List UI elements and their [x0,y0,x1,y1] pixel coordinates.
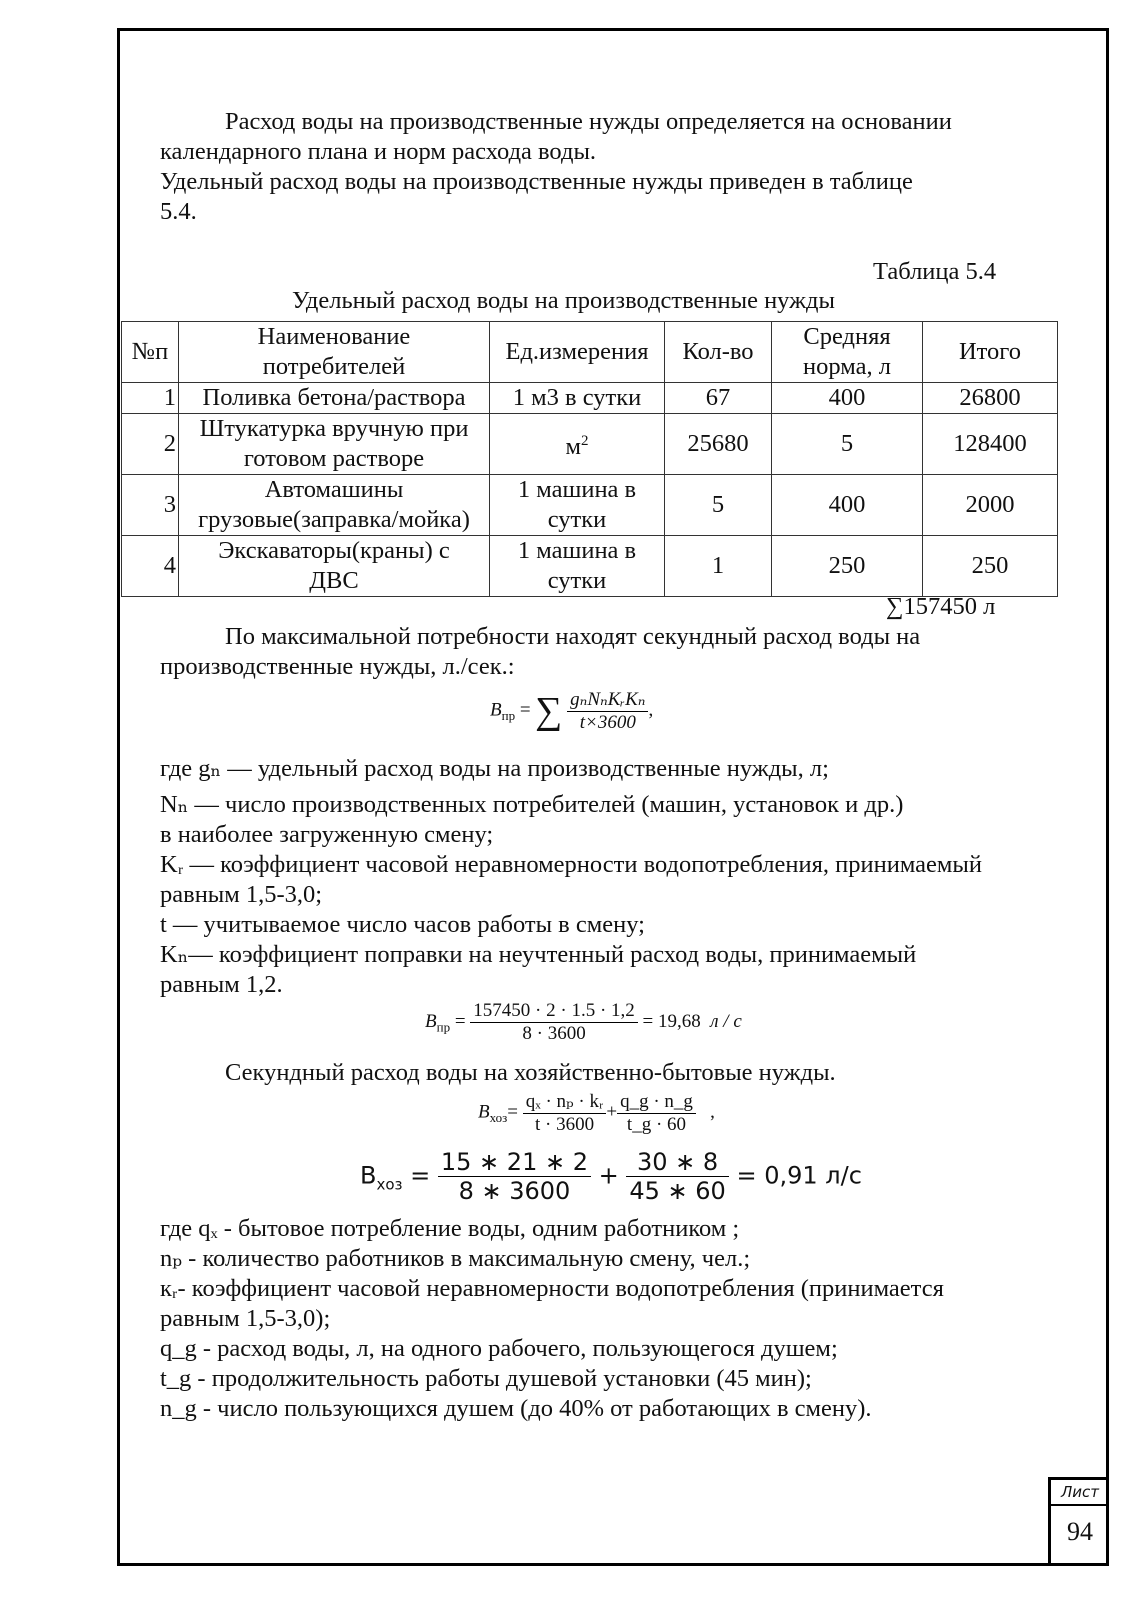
formula-result: = 0,91 л/с [736,1161,862,1190]
table-sum: ∑157450 л [886,593,996,620]
definition-line: кᵣ- коэффициент часовой неравномерности водопотребления (принимается [160,1275,944,1302]
header-name-line: Наименование [257,323,411,350]
cell-num: 4 [122,536,179,597]
fraction-numerator: q_g · n_g [617,1091,696,1114]
cell-unit [490,414,665,475]
definition-line: n_g - число пользующихся душем (до 40% от работающих в смену). [160,1395,872,1422]
sigma-symbol: ∑ [535,690,563,732]
cell-total: 2000 [923,475,1058,536]
table-label: Таблица 5.4 [873,258,997,285]
cell-norm: 400 [772,383,923,414]
cell-num: 2 [122,414,179,475]
cell-qty: 25680 [665,414,772,475]
cell-total: 128400 [923,414,1058,475]
formula-plus: + [598,1161,619,1190]
cell-unit-line: сутки [547,506,607,533]
definition-line: где qₓ - бытовое потребление воды, одним работником ; [160,1215,740,1242]
cell-norm: 250 [772,536,923,597]
cell-num: 3 [122,475,179,536]
header-name-line: потребителей [262,353,406,380]
formula-lhs-sub: пр [501,708,516,724]
unit-text: м [565,433,581,461]
formula-fraction [470,1000,637,1045]
sheet-label: Лист [1051,1480,1109,1506]
cell-name-line: Автомашины [264,476,404,503]
fraction-denominator: t×3600 [579,712,636,733]
formula-eq: = [519,699,531,721]
cell-unit-line: 1 машина в [517,476,637,503]
cell-unit: 1 м3 в сутки [490,383,665,414]
formula-fraction [617,1091,696,1136]
cell-qty: 67 [665,383,772,414]
fraction-numerator: 15 ∗ 21 ∗ 2 [438,1148,591,1177]
cell-name-line: грузовые(заправка/мойка) [198,506,470,533]
cell-qty: 1 [665,536,772,597]
fraction-numerator: gₙNₙKᵣKₙ [567,688,648,712]
formula-comma: , [648,699,654,721]
unit-superscript: 2 [581,432,589,449]
definition-line: Kₙ— коэффициент поправки на неучтенный расход воды, принимаемый [160,941,917,968]
intro-line: Расход воды на производственные нужды определяется на основании [225,108,952,135]
formula-household [478,1090,715,1136]
formula-lhs: В [360,1161,377,1190]
sheet-stamp [1048,1477,1109,1566]
header-name [179,322,490,383]
formula-lhs-sub: пр [436,1019,451,1035]
section-line: По максимальной потребности находят секундный расход воды на [225,623,921,650]
section-line: производственные нужды, л./сек.: [160,653,515,680]
fraction-numerator: qₓ · nₚ · kᵣ [523,1090,607,1114]
table-row [122,414,1058,475]
definition-line: равным 1,2. [160,971,283,998]
definition-line: Kᵣ — коэффициент часовой неравномерности водопотребления, принимаемый [160,851,982,878]
fraction-numerator: 30 ∗ 8 [626,1148,728,1177]
table-row [122,383,1058,414]
cell-name [179,475,490,536]
cell-name: Поливка бетона/раствора [179,383,490,414]
formula-fraction [626,1148,728,1205]
header-norm [772,322,923,383]
header-qty: Кол-во [665,322,772,383]
fraction-denominator: t · 3600 [534,1114,595,1135]
formula-lhs: B [425,1010,437,1032]
definition-line: t — учитываемое число часов работы в смену; [160,911,645,938]
cell-total: 250 [923,536,1058,597]
fraction-numerator: 157450 · 2 · 1.5 · 1,2 [470,1000,637,1023]
cell-name-line: ДВС [309,567,359,594]
formula-plus: + [606,1101,618,1123]
formula-fraction [567,688,648,734]
header-unit: Ед.измерения [490,322,665,383]
definition-line: Nₙ — число производственных потребителей (машин, установок и др.) [160,791,904,818]
cell-qty: 5 [665,475,772,536]
table-row [122,536,1058,597]
table-caption: Удельный расход воды на производственные нужды [292,287,835,314]
table-row [122,475,1058,536]
section-line: Секундный расход воды на хозяйственно-бытовые нужды. [225,1059,836,1086]
table-header-row [122,322,1058,383]
cell-num: 1 [122,383,179,414]
fraction-denominator: 8 ∗ 3600 [458,1177,571,1205]
header-norm-line: Средняя [803,323,891,350]
cell-name [179,414,490,475]
definition-line: равным 1,5-3,0); [160,1305,331,1332]
formula-comma: , [710,1101,715,1123]
definition-line: равным 1,5-3,0; [160,881,323,908]
formula-lhs: B [490,699,502,721]
cell-unit [490,475,665,536]
consumption-table [121,321,1058,597]
cell-total: 26800 [923,383,1058,414]
cell-unit-line: сутки [547,567,607,594]
formula-production-calc [425,1000,742,1045]
cell-name-line: готовом растворе [243,445,425,472]
cell-norm: 400 [772,475,923,536]
formula-fraction [523,1090,607,1136]
cell-name [179,536,490,597]
fraction-denominator: 45 ∗ 60 [629,1177,726,1205]
definition-line: q_g - расход воды, л, на одного рабочего, пользующегося душем; [160,1335,838,1362]
formula-production [490,688,653,734]
fraction-denominator: 8 · 3600 [522,1023,586,1044]
header-num: №п [122,322,179,383]
formula-lhs-sub: хоз [376,1175,403,1194]
definition-line: t_g - продолжительность работы душевой установки (45 мин); [160,1365,812,1392]
intro-line: календарного плана и норм расхода воды. [160,138,597,165]
formula-eq: = [410,1161,431,1190]
cell-unit [490,536,665,597]
definition-line: где gₙ — удельный расход воды на производственные нужды, л; [160,755,829,782]
formula-eq: = [454,1010,466,1032]
cell-name-line: Экскаваторы(краны) с [218,537,450,564]
page-number: 94 [1067,1517,1093,1546]
formula-fraction [438,1148,591,1205]
cell-name-line: Штукатурка вручную при [199,415,469,442]
fraction-denominator: t_g · 60 [626,1113,687,1135]
formula-lhs-sub: хоз [489,1110,508,1126]
formula-lhs: B [478,1101,490,1123]
formula-result: = 19,68 [642,1010,701,1032]
intro-line: 5.4. [160,198,197,225]
definition-line: в наиболее загруженную смену; [160,821,494,848]
cell-unit-line: 1 машина в [517,537,637,564]
formula-unit: л / с [710,1010,742,1032]
header-total: Итого [923,322,1058,383]
cell-norm: 5 [772,414,923,475]
formula-eq: = [507,1101,518,1123]
intro-line: Удельный расход воды на производственные нужды приведен в таблице [160,168,913,195]
definition-line: nₚ - количество работников в максимальную смену, чел.; [160,1245,751,1272]
formula-household-calc [360,1148,862,1205]
header-norm-line: норма, л [803,353,891,380]
